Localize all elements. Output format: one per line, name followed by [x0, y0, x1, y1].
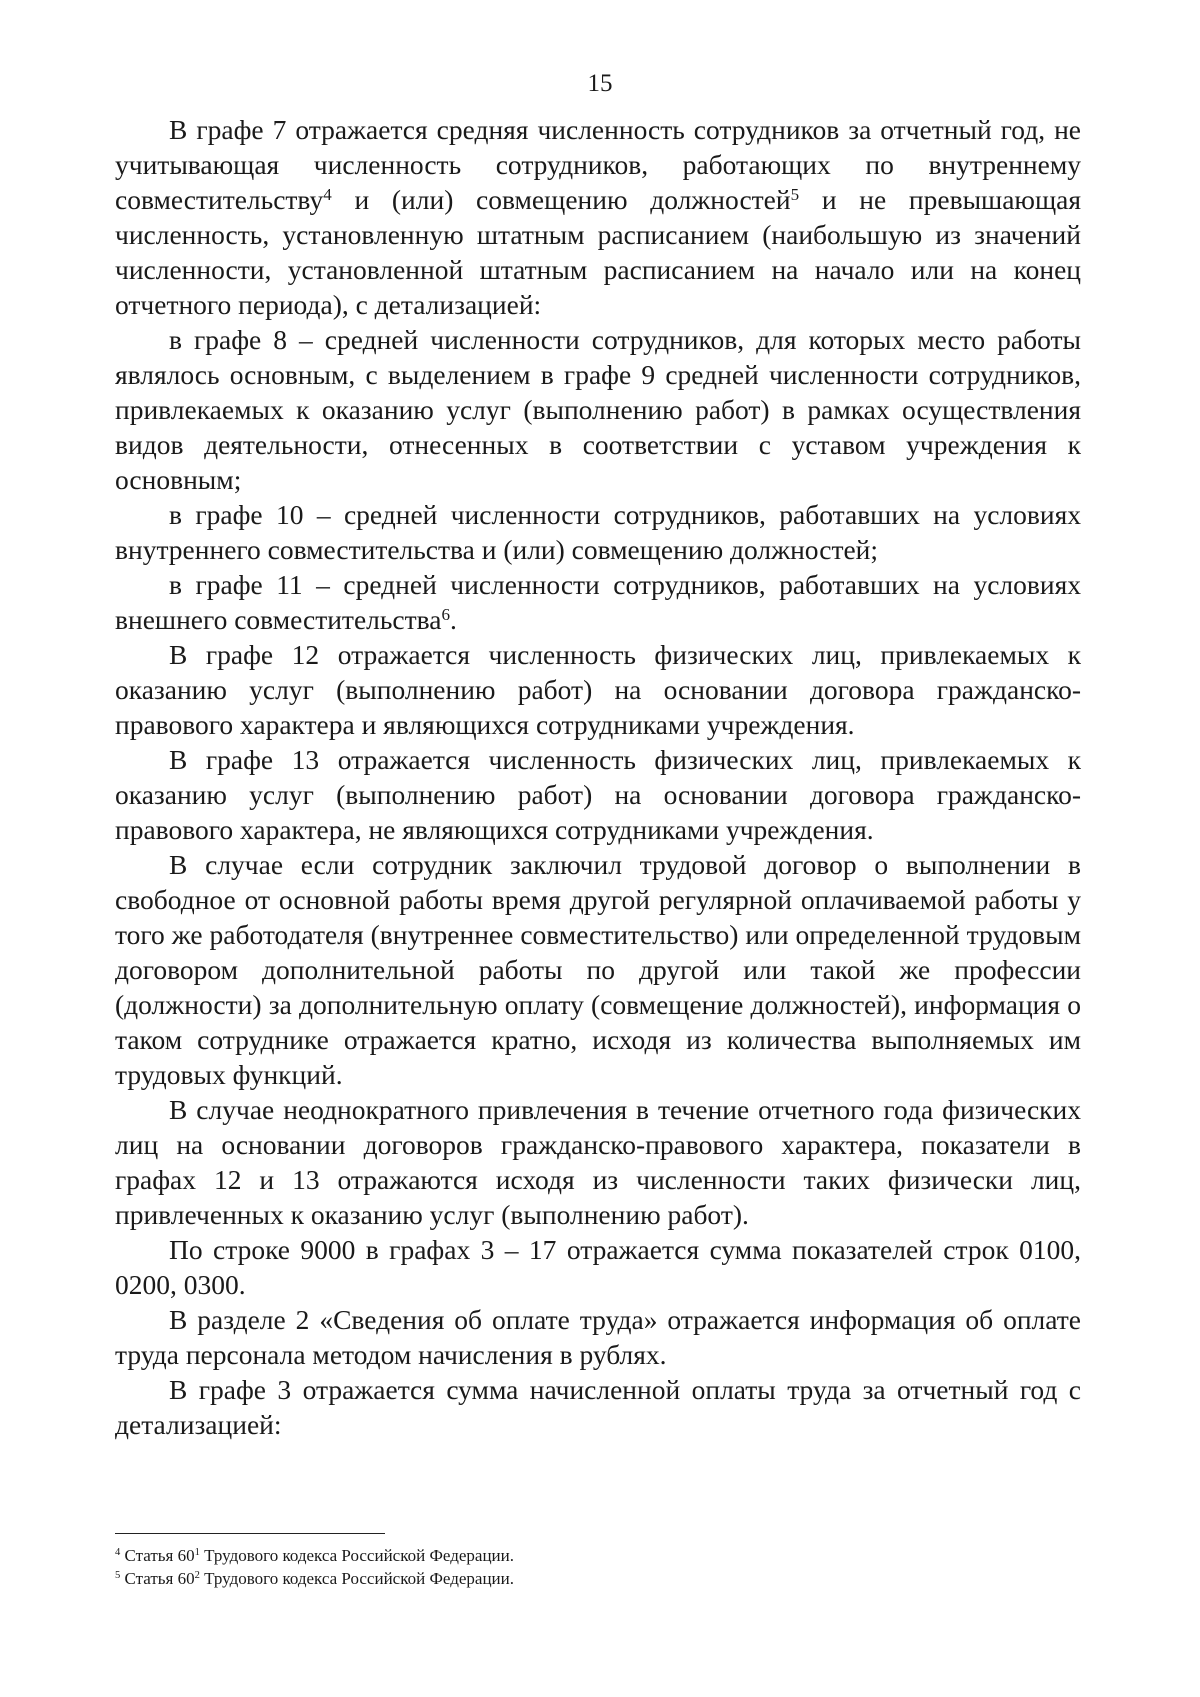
footnote-reference: 4	[115, 1547, 121, 1559]
text-run: Статья 60	[120, 1546, 195, 1565]
text-run: Трудового кодекса Российской Федерации.	[199, 1569, 514, 1588]
paragraph	[115, 1372, 1081, 1442]
text-run: В разделе 2 «Сведения об оплате труда» отражается информация об оплате труда персонала методом начисления в рублях.	[115, 1304, 1081, 1370]
paragraph	[115, 1302, 1081, 1372]
footnote-separator	[115, 1533, 385, 1534]
footnote	[115, 1544, 1015, 1567]
paragraph	[115, 497, 1081, 567]
text-run: в графе 8 – средней численности сотрудников, для которых место работы являлось основным, с выделением в графе 9 средней численности сотрудников, привлекаемых к оказанию услуг (выполнению работ) в рамках осуществления видов деятельности, отнесенных в соответствии с уставом учреждения к основным;	[115, 324, 1081, 495]
text-run: В графе 3 отражается сумма начисленной оплаты труда за отчетный год с детализацией:	[115, 1374, 1081, 1440]
paragraph	[115, 112, 1081, 322]
text-run: и (или) совмещению должностей	[331, 184, 791, 215]
text-run: .	[449, 604, 457, 635]
text-run: В случае если сотрудник заключил трудовой договор о выполнении в свободное от основной работы время другой регулярной оплачиваемой работы у того же работодателя (внутреннее совместительство) или определенной трудовым договором дополнительной работы по другой или такой же профессии (должности) за дополнительную оплату (совмещение должностей), информация о таком сотруднике отражается кратно, исходя из количества выполняемых им трудовых функций.	[115, 849, 1081, 1090]
body-text	[115, 112, 1081, 1442]
footnotes	[115, 1544, 1015, 1590]
text-run: В графе 12 отражается численность физических лиц, привлекаемых к оказанию услуг (выполнению работ) на основании договора гражданско-правового характера и являющихся сотрудниками учреждения.	[115, 639, 1081, 740]
footnote-reference: 6	[441, 604, 450, 624]
paragraph	[115, 847, 1081, 1092]
footnote-reference: 4	[323, 184, 332, 204]
text-run: В графе 7 отражается средняя численность сотрудников за отчетный год, не учитывающая численность сотрудников, работающих по внутреннему совместительству	[115, 114, 1081, 215]
paragraph	[115, 322, 1081, 497]
text-run: По строке 9000 в графах 3 – 17 отражается сумма показателей строк 0100, 0200, 0300.	[115, 1234, 1081, 1300]
paragraph	[115, 637, 1081, 742]
paragraph	[115, 567, 1081, 637]
text-run: В случае неоднократного привлечения в течение отчетного года физических лиц на основании договоров гражданско-правового характера, показатели в графах 12 и 13 отражаются исходя из численности таких физически лиц, привлеченных к оказанию услуг (выполнению работ).	[115, 1094, 1081, 1230]
paragraph	[115, 1092, 1081, 1232]
footnote-reference: 5	[790, 184, 800, 204]
text-run: В графе 13 отражается численность физических лиц, привлекаемых к оказанию услуг (выполнению работ) на основании договора гражданско-правового характера, не являющихся сотрудниками учреждения.	[115, 744, 1081, 845]
footnote-reference: 5	[115, 1570, 121, 1582]
text-run: Статья 60	[120, 1569, 195, 1588]
text-run: Трудового кодекса Российской Федерации.	[199, 1546, 514, 1565]
text-run: в графе 11 – средней численности сотрудников, работавших на условиях внешнего совместительства	[115, 569, 1081, 635]
page-number: 15	[587, 70, 613, 97]
footnote	[115, 1567, 1015, 1590]
text-run: и не превышающая численность, установленную штатным расписанием (наибольшую из значений численности, установленной штатным расписанием на начало или на конец отчетного периода), с детализацией:	[115, 184, 1082, 320]
paragraph	[115, 742, 1081, 847]
text-run: в графе 10 – средней численности сотрудников, работавших на условиях внутреннего совместительства и (или) совмещению должностей;	[115, 499, 1081, 565]
footnote-reference: 2	[194, 1570, 200, 1582]
footnote-reference: 1	[194, 1547, 200, 1559]
paragraph	[115, 1232, 1081, 1302]
